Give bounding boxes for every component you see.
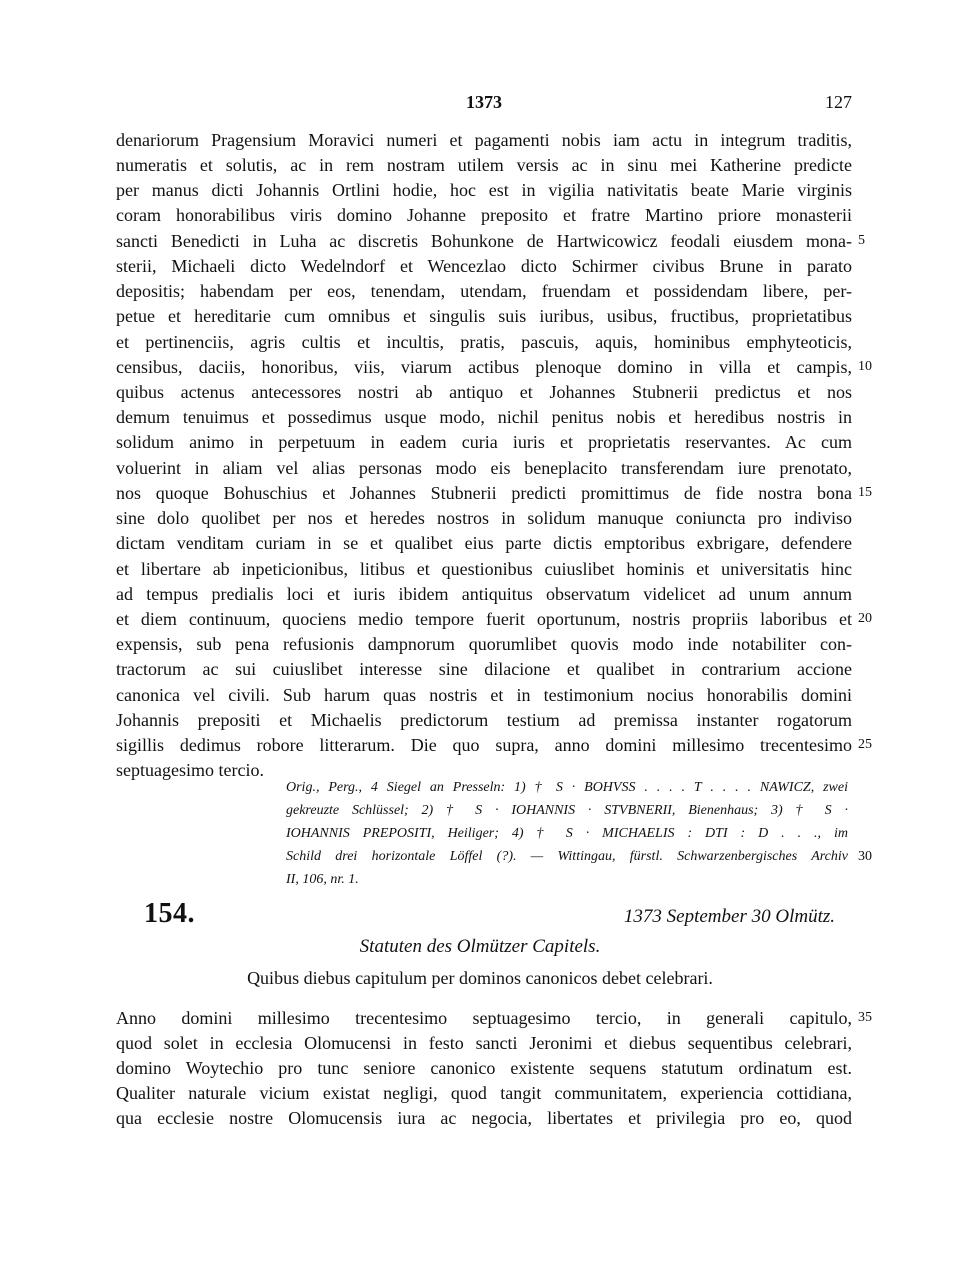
text-line: et libertare ab inpeticionibus, litibus et questionibus cuiuslibet hominis et universitatis hinc xyxy=(116,559,852,579)
margin-line-number: 10 xyxy=(858,359,872,374)
text-line: demum tenuimus et possedimus usque modo, nichil penitus nobis et heredibus nostris in xyxy=(116,407,852,427)
text-line: septuagesimo tercio. xyxy=(116,760,264,780)
text-line: sancti Benedicti in Luha ac discretis Bohunkone de Hartwicowicz feodali eiusdem mona- xyxy=(116,231,852,251)
note-line: gekreuzte Schlüssel; 2) † S · IOHANNIS · STVBNERII, Bienenhaus; 3) † S · xyxy=(286,803,848,818)
text-line: et diem continuum, quociens medio tempore fuerit oportunum, nostris propriis laboribus et xyxy=(116,609,852,629)
note-line: II, 106, nr. 1. xyxy=(286,872,359,887)
document-heading: Statuten des Olmützer Capitels. xyxy=(359,936,601,957)
margin-line-number: 30 xyxy=(858,849,872,864)
text-line: domino Woytechio pro tunc seniore canonico existente sequens statutum ordinatum est. xyxy=(116,1058,852,1078)
text-line: depositis; habendam per eos, tenendam, utendam, fruendam et possidendam libere, per- xyxy=(116,281,852,301)
page-header xyxy=(116,92,852,114)
text-line: per manus dicti Johannis Ortlini hodie, hoc est in vigilia nativitatis beate Marie virginis xyxy=(116,180,852,200)
text-line: coram honorabilibus viris domino Johanne preposito et fratre Martino priore monasterii xyxy=(116,205,852,225)
text-line: quod solet in ecclesia Olomucensi in festo sancti Jeronimi et diebus sequentibus celebrari, xyxy=(116,1033,852,1053)
text-line: qua ecclesie nostre Olomucensis iura ac negocia, libertates et privilegia pro eo, quod xyxy=(116,1108,852,1128)
document-date-place: 1373 September 30 Olmütz. xyxy=(623,906,835,927)
document-subtitle: Quibus diebus capitulum per dominos canonicos debet celebrari. xyxy=(247,968,713,988)
page-header-year: 1373 xyxy=(466,92,502,112)
text-line: nos quoque Bohuschius et Johannes Stubnerii predicti promittimus de fide nostra bona xyxy=(116,483,852,503)
margin-line-number: 25 xyxy=(858,737,872,752)
margin-line-number: 20 xyxy=(858,611,872,626)
text-line: numeratis et solutis, ac in rem nostram utilem versis ac in sinu mei Katherine predicte xyxy=(116,155,852,175)
text-line: sigillis dedimus robore litterarum. Die quo supra, anno domini millesimo trecentesimo xyxy=(116,735,852,755)
text-line: Anno domini millesimo trecentesimo septuagesimo tercio, in generali capitulo, xyxy=(116,1008,852,1028)
text-line: quibus actenus antecessores nostri ab antiquo et Johannes Stubnerii predictus et nos xyxy=(116,382,852,402)
text-line: censibus, daciis, honoribus, viis, viarum actibus plenoque domino in villa et campis, xyxy=(116,357,852,377)
text-line: expensis, sub pena refusionis dampnorum quorumlibet quovis modo inde notabiliter con- xyxy=(116,634,852,654)
text-line: Johannis prepositi et Michaelis predictorum testium ad premissa instanter rogatorum xyxy=(116,710,852,730)
text-line: Qualiter naturale vicium existat negligi, quod tangit communitatem, experiencia cottidiana, xyxy=(116,1083,852,1103)
text-line: dictam venditam curiam in se et qualibet eius parte dictis emptoribus exbrigare, defendere xyxy=(116,533,852,553)
text-line: denariorum Pragensium Moravici numeri et pagamenti nobis iam actu in integrum traditis, xyxy=(116,130,852,150)
text-line: canonica vel civili. Sub harum quas nostris et in testimonium nocius honorabilis domini xyxy=(116,685,852,705)
text-line: sterii, Michaeli dicto Wedelndorf et Wencezlao dicto Schirmer civibus Brune in parato xyxy=(116,256,852,276)
document-number: 154. xyxy=(144,898,195,929)
text-line: et pertinenciis, agris cultis et incultis, pratis, pascuis, aquis, hominibus emphyteoticis, xyxy=(116,332,852,352)
margin-line-number: 35 xyxy=(858,1010,872,1025)
text-line: solidum animo in perpetuum in eadem curia iuris et proprietatis reservantes. Ac cum xyxy=(116,432,852,452)
text-line: voluerint in aliam vel alias personas modo eis beneplacito transferendam iure prenotato, xyxy=(116,458,852,478)
text-line: ad tempus predialis loci et iuris ibidem antiquitus observatum videlicet ad unum annum xyxy=(116,584,852,604)
margin-line-number: 15 xyxy=(858,485,872,500)
margin-line-number: 5 xyxy=(858,233,865,248)
text-line: tractorum ac sui cuiuslibet interesse sine dilacione et qualibet in contrarium accione xyxy=(116,659,852,679)
note-line: Schild drei horizontale Löffel (?). — Wittingau, fürstl. Schwarzenbergisches Archiv xyxy=(286,849,848,864)
text-line: petue et hereditarie cum omnibus et singulis suis iuribus, usibus, fructibus, proprietatibus xyxy=(116,306,852,326)
text-line: sine dolo quolibet per nos et heredes nostros in solidum manuque coniuncta pro indiviso xyxy=(116,508,852,528)
note-line: IOHANNIS PREPOSITI, Heiliger; 4) † S · MICHAELIS : DTI : D . . ., im xyxy=(286,826,848,841)
note-line: Orig., Perg., 4 Siegel an Presseln: 1) † S · BOHVSS . . . . T . . . . NAWICZ, zwei xyxy=(286,780,848,795)
page-number: 127 xyxy=(825,92,852,112)
